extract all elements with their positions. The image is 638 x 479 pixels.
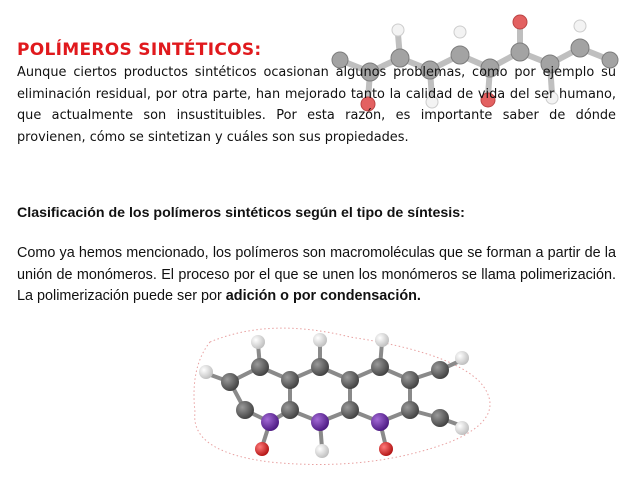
section-subheading: Clasificación de los polímeros sintéticos según el tipo de síntesis: <box>17 205 465 221</box>
body-bold-term: adición o por condensación. <box>225 288 421 304</box>
slide-title: POLÍMEROS SINTÉTICOS: <box>17 40 262 60</box>
body-paragraph <box>17 243 616 308</box>
intro-paragraph: Aunque ciertos productos sintéticos ocasionan algunos problemas, como por ejemplo su eliminación residual, por otra parte, han mejorado tanto la calidad de vida del ser humano, que actualmente son insustituibles. Por esta razón, es importante saber de dónde provienen, cómo se sintetizan y cuáles son sus propiedades. <box>17 65 616 145</box>
molecule-ring-illustration <box>150 322 530 477</box>
body-paragraph-text: Como ya hemos mencionado, los polímeros son macromoléculas que se forman a partir de la unión de monómeros. El proceso por el que se unen los monómeros se llama polimerización. La polimerización puede ser por <box>17 245 616 304</box>
